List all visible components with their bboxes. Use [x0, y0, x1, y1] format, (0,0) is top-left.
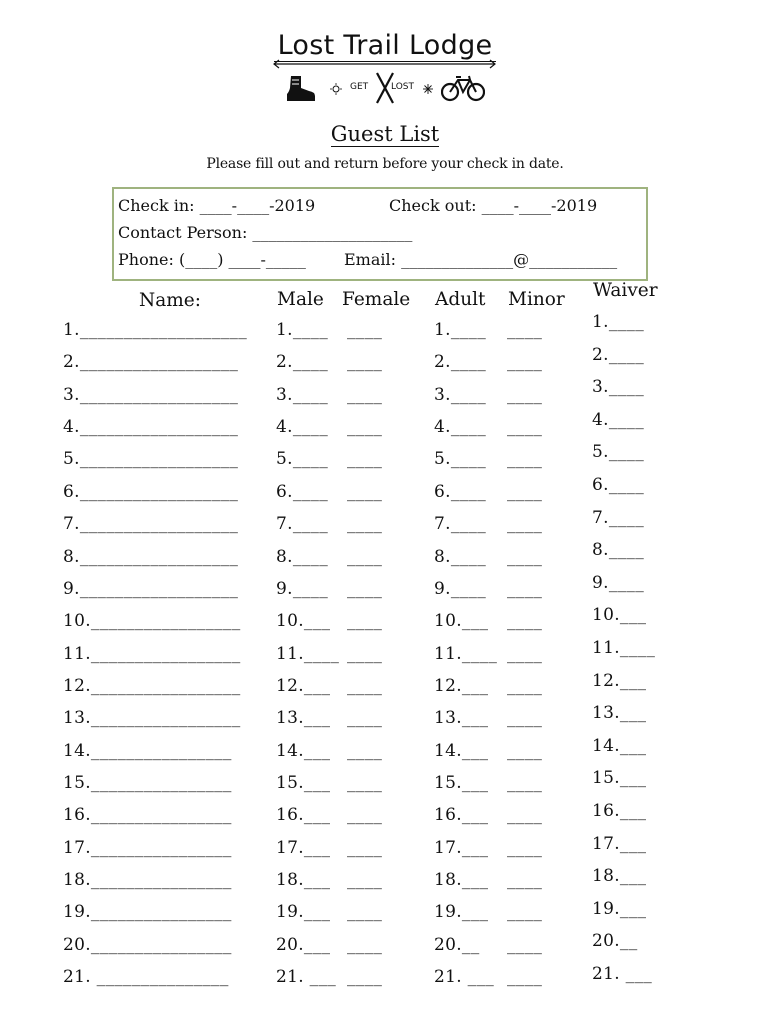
female-field[interactable]: ____ — [347, 417, 383, 438]
female-field[interactable]: ____ — [347, 740, 383, 761]
female-field[interactable]: ____ — [347, 384, 383, 405]
guest-name-field[interactable]: 11._________________ — [63, 643, 241, 664]
guest-name-field[interactable]: 20.________________ — [63, 934, 232, 955]
adult-field[interactable]: 4.____ — [434, 417, 487, 438]
waiver-field[interactable]: 2.____ — [592, 344, 645, 365]
adult-field[interactable]: 6.____ — [434, 481, 487, 502]
male-field[interactable]: 5.____ — [276, 449, 329, 470]
check-in-field[interactable]: Check in: ____-____-2019 — [118, 196, 316, 215]
hiking-boot-icon — [285, 74, 317, 102]
adult-field[interactable]: 18.___ — [434, 870, 489, 890]
waiver-field[interactable]: 21. ___ — [592, 964, 653, 984]
adult-field[interactable]: 19.___ — [434, 902, 489, 923]
female-field[interactable]: ____ — [347, 837, 383, 858]
female-field[interactable]: ____ — [347, 546, 383, 567]
adult-field[interactable]: 13.___ — [434, 708, 489, 729]
female-field[interactable]: ____ — [347, 675, 383, 696]
guest-name-field[interactable]: 4.__________________ — [63, 417, 239, 438]
check-out-field[interactable]: Check out: ____-____-2019 — [389, 196, 598, 215]
adult-field[interactable]: 21. ___ — [434, 967, 495, 987]
instructions-text: Please fill out and return before your check in date. — [206, 156, 564, 172]
adult-field[interactable]: 11.____ — [434, 643, 498, 664]
minor-field[interactable]: ____ — [507, 708, 543, 729]
male-field[interactable]: 17.___ — [276, 837, 331, 858]
minor-field[interactable]: ____ — [507, 514, 543, 535]
guest-name-field[interactable]: 21. _______________ — [63, 967, 229, 987]
guest-name-field[interactable]: 3.__________________ — [63, 384, 239, 405]
guest-name-field[interactable]: 16.________________ — [63, 805, 232, 826]
waiver-field[interactable]: 15.___ — [592, 768, 647, 789]
male-field[interactable]: 1.____ — [276, 320, 329, 340]
female-field[interactable]: ____ — [347, 902, 383, 923]
minor-column-header: Minor — [508, 289, 565, 310]
guest-name-field[interactable]: 7.__________________ — [63, 514, 239, 535]
male-field[interactable]: 19.___ — [276, 902, 331, 923]
female-field[interactable]: ____ — [347, 934, 383, 955]
male-field[interactable]: 12.___ — [276, 675, 331, 696]
guest-name-field[interactable]: 9.__________________ — [63, 578, 239, 599]
contact-person-field[interactable]: Contact Person: ____________________ — [118, 223, 413, 242]
male-field[interactable]: 6.____ — [276, 481, 329, 502]
adult-field[interactable]: 15.___ — [434, 772, 489, 793]
female-field[interactable]: ____ — [347, 708, 383, 729]
male-field[interactable]: 9.____ — [276, 578, 329, 599]
female-field[interactable]: ____ — [347, 514, 383, 535]
adult-field[interactable]: 17.___ — [434, 837, 489, 858]
guest-name-field[interactable]: 2.__________________ — [63, 352, 239, 373]
female-field[interactable]: ____ — [347, 772, 383, 793]
minor-field[interactable]: ____ — [507, 578, 543, 599]
waiver-field[interactable]: 8.____ — [592, 540, 645, 561]
guest-name-field[interactable]: 19.________________ — [63, 902, 232, 923]
adult-field[interactable]: 20.__ — [434, 934, 480, 955]
minor-field[interactable]: ____ — [507, 870, 543, 890]
guest-name-field[interactable]: 17.________________ — [63, 837, 232, 858]
waiver-field[interactable]: 3.____ — [592, 377, 645, 398]
male-field[interactable]: 20.___ — [276, 934, 331, 955]
female-field[interactable]: ____ — [347, 870, 383, 890]
sun-icon — [330, 83, 342, 95]
guest-name-field[interactable]: 1.___________________ — [63, 320, 248, 340]
adult-field[interactable]: 5.____ — [434, 449, 487, 470]
female-column-header: Female — [342, 289, 411, 310]
male-field[interactable]: 7.____ — [276, 514, 329, 535]
minor-field[interactable]: ____ — [507, 772, 543, 793]
page-title-text: Lost Trail Lodge — [274, 30, 497, 62]
minor-field[interactable]: ____ — [507, 837, 543, 858]
adult-field[interactable]: 3.____ — [434, 384, 487, 405]
minor-field[interactable]: ____ — [507, 934, 543, 955]
female-field[interactable]: ____ — [347, 481, 383, 502]
title-underline-arrows — [272, 59, 497, 69]
male-field[interactable]: 15.___ — [276, 772, 331, 793]
female-field[interactable]: ____ — [347, 967, 383, 987]
female-field[interactable]: ____ — [347, 352, 383, 373]
minor-field[interactable]: ____ — [507, 675, 543, 696]
waiver-field[interactable]: 5.____ — [592, 442, 645, 463]
male-field[interactable]: 3.____ — [276, 384, 329, 405]
waiver-field[interactable]: 14.___ — [592, 735, 647, 756]
bicycle-icon — [441, 74, 485, 102]
minor-field[interactable]: ____ — [507, 449, 543, 470]
waiver-field[interactable]: 20.__ — [592, 931, 638, 952]
minor-field[interactable]: ____ — [507, 320, 543, 340]
snowflake-icon — [423, 84, 433, 94]
male-field[interactable]: 4.____ — [276, 417, 329, 438]
female-field[interactable]: ____ — [347, 449, 383, 470]
waiver-field[interactable]: 4.____ — [592, 409, 645, 430]
minor-field[interactable]: ____ — [507, 384, 543, 405]
waiver-field[interactable]: 11.____ — [592, 638, 656, 658]
minor-field[interactable]: ____ — [507, 417, 543, 438]
female-field[interactable]: ____ — [347, 805, 383, 826]
minor-field[interactable]: ____ — [507, 967, 543, 987]
adult-field[interactable]: 12.___ — [434, 675, 489, 696]
female-field[interactable]: ____ — [347, 611, 383, 632]
guest-name-field[interactable]: 14.________________ — [63, 740, 232, 761]
minor-field[interactable]: ____ — [507, 902, 543, 923]
logo-text-get: GET — [350, 82, 369, 92]
male-field[interactable]: 11.____ — [276, 643, 340, 664]
guest-name-field[interactable]: 6.__________________ — [63, 481, 239, 502]
adult-field[interactable]: 8.____ — [434, 546, 487, 567]
waiver-field[interactable]: 6.____ — [592, 475, 645, 495]
name-column-header: Name: — [139, 290, 201, 311]
guest-name-field[interactable]: 13._________________ — [63, 708, 241, 729]
waiver-field[interactable]: 19.___ — [592, 898, 647, 919]
adult-field[interactable]: 7.____ — [434, 514, 487, 535]
waiver-field[interactable]: 16.___ — [592, 801, 647, 821]
waiver-field[interactable]: 17.___ — [592, 833, 647, 854]
guest-name-field[interactable]: 8.__________________ — [63, 546, 239, 567]
guest-name-field[interactable]: 12._________________ — [63, 675, 241, 696]
male-column-header: Male — [277, 289, 324, 310]
minor-field[interactable]: ____ — [507, 740, 543, 761]
male-field[interactable]: 21. ___ — [276, 967, 337, 987]
adult-field[interactable]: 14.___ — [434, 740, 489, 761]
waiver-field[interactable]: 18.___ — [592, 866, 647, 887]
male-field[interactable]: 16.___ — [276, 805, 331, 826]
male-field[interactable]: 2.____ — [276, 352, 329, 373]
waiver-field[interactable]: 10.___ — [592, 605, 647, 626]
guest-name-field[interactable]: 10._________________ — [63, 611, 241, 632]
waiver-field[interactable]: 12.___ — [592, 670, 647, 691]
phone-field[interactable]: Phone: (____) ____-_____ — [118, 250, 306, 269]
waiver-field[interactable]: 1.____ — [592, 312, 645, 332]
guest-name-field[interactable]: 15.________________ — [63, 772, 232, 793]
minor-field[interactable]: ____ — [507, 481, 543, 502]
adult-column-header: Adult — [435, 289, 486, 310]
minor-field[interactable]: ____ — [507, 643, 543, 664]
minor-field[interactable]: ____ — [507, 546, 543, 567]
lodge-logo — [285, 72, 490, 104]
page-title — [0, 30, 770, 61]
waiver-field[interactable]: 13.___ — [592, 703, 647, 724]
logo-text-lost: LOST — [391, 82, 414, 92]
minor-field[interactable]: ____ — [507, 805, 543, 826]
adult-field[interactable]: 16.___ — [434, 805, 489, 826]
guest-list-heading-text: Guest List — [330, 122, 440, 146]
male-field[interactable]: 18.___ — [276, 870, 331, 890]
guest-name-field[interactable]: 18.________________ — [63, 870, 232, 890]
guest-name-field[interactable]: 5.__________________ — [63, 449, 239, 470]
waiver-field[interactable]: 7.____ — [592, 507, 645, 528]
female-field[interactable]: ____ — [347, 578, 383, 599]
guest-list-heading — [0, 122, 770, 146]
minor-field[interactable]: ____ — [507, 611, 543, 632]
adult-field[interactable]: 10.___ — [434, 611, 489, 632]
adult-field[interactable]: 1.____ — [434, 320, 487, 340]
minor-field[interactable]: ____ — [507, 352, 543, 373]
female-field[interactable]: ____ — [347, 643, 383, 664]
adult-field[interactable]: 9.____ — [434, 578, 487, 599]
male-field[interactable]: 8.____ — [276, 546, 329, 567]
email-field[interactable]: Email: ______________@___________ — [344, 250, 618, 269]
male-field[interactable]: 10.___ — [276, 611, 331, 632]
waiver-field[interactable]: 9.____ — [592, 572, 645, 593]
female-field[interactable]: ____ — [347, 320, 383, 340]
adult-field[interactable]: 2.____ — [434, 352, 487, 373]
waiver-column-header: Waiver — [593, 280, 658, 301]
male-field[interactable]: 14.___ — [276, 740, 331, 761]
male-field[interactable]: 13.___ — [276, 708, 331, 729]
